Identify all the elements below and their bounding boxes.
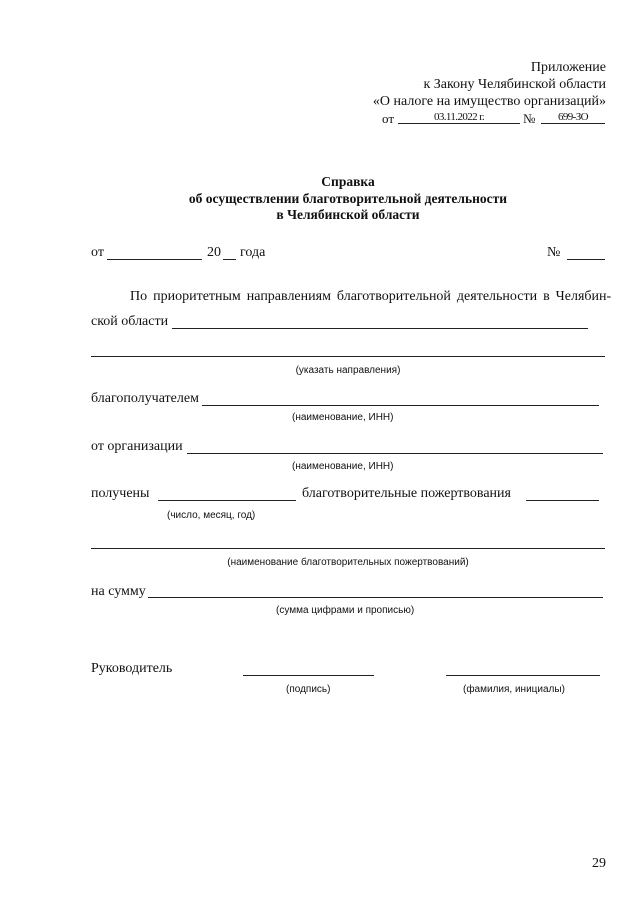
year-suffix: года bbox=[240, 245, 266, 260]
appendix-num-value: 699-ЗО bbox=[541, 111, 605, 124]
recipient-blank[interactable] bbox=[202, 405, 599, 406]
appendix-date-prefix: от bbox=[382, 111, 395, 126]
number-sign: № bbox=[547, 245, 561, 260]
recipient-label: благополучателем bbox=[91, 391, 199, 406]
doc-title-3: в Челябинской области bbox=[276, 207, 420, 222]
organization-blank[interactable] bbox=[187, 453, 603, 454]
donations-caption: (наименование благотворительных пожертвований) bbox=[227, 557, 469, 568]
organization-label: от организации bbox=[91, 439, 183, 454]
directions-blank-1[interactable] bbox=[172, 328, 588, 329]
signature-blank[interactable] bbox=[243, 675, 374, 676]
appendix-line-3: «О налоге на имущество организаций» bbox=[372, 94, 606, 109]
date-from-label: от bbox=[91, 245, 104, 260]
date-caption: (число, месяц, год) bbox=[167, 510, 256, 521]
directions-text-1: По приоритетным направлениям благотворительной деятельности в Челябин- bbox=[130, 289, 612, 304]
page-number: 29 bbox=[592, 856, 606, 871]
donations-label: благотворительные пожертвования bbox=[302, 486, 511, 501]
doc-title-1: Справка bbox=[321, 174, 375, 189]
year-blank[interactable] bbox=[223, 259, 236, 260]
name-caption: (фамилия, инициалы) bbox=[463, 684, 565, 695]
head-label: Руководитель bbox=[91, 661, 173, 676]
year-prefix: 20 bbox=[207, 245, 221, 260]
directions-text-2: ской области bbox=[91, 314, 169, 329]
sign-caption: (подпись) bbox=[286, 684, 331, 695]
appendix-date-value: 03.11.2022 г. bbox=[398, 111, 520, 124]
name-blank[interactable] bbox=[446, 675, 600, 676]
received-label: получены bbox=[91, 486, 150, 501]
date-blank[interactable] bbox=[107, 259, 202, 260]
number-blank[interactable] bbox=[567, 259, 605, 260]
donations-name-blank[interactable] bbox=[91, 548, 605, 549]
doc-title-2: об осуществлении благотворительной деятельности bbox=[188, 191, 508, 206]
directions-blank-2[interactable] bbox=[91, 356, 605, 357]
received-date-blank[interactable] bbox=[158, 500, 296, 501]
sum-blank[interactable] bbox=[148, 597, 603, 598]
organization-caption: (наименование, ИНН) bbox=[292, 461, 394, 472]
donations-blank[interactable] bbox=[526, 500, 599, 501]
appendix-line-2: к Закону Челябинской области bbox=[423, 77, 606, 92]
appendix-line-1: Приложение bbox=[530, 60, 606, 75]
appendix-num-prefix: № bbox=[523, 111, 536, 126]
directions-caption: (указать направления) bbox=[295, 365, 401, 376]
recipient-caption: (наименование, ИНН) bbox=[292, 412, 394, 423]
sum-label: на сумму bbox=[91, 584, 146, 599]
sum-caption: (сумма цифрами и прописью) bbox=[276, 605, 415, 616]
